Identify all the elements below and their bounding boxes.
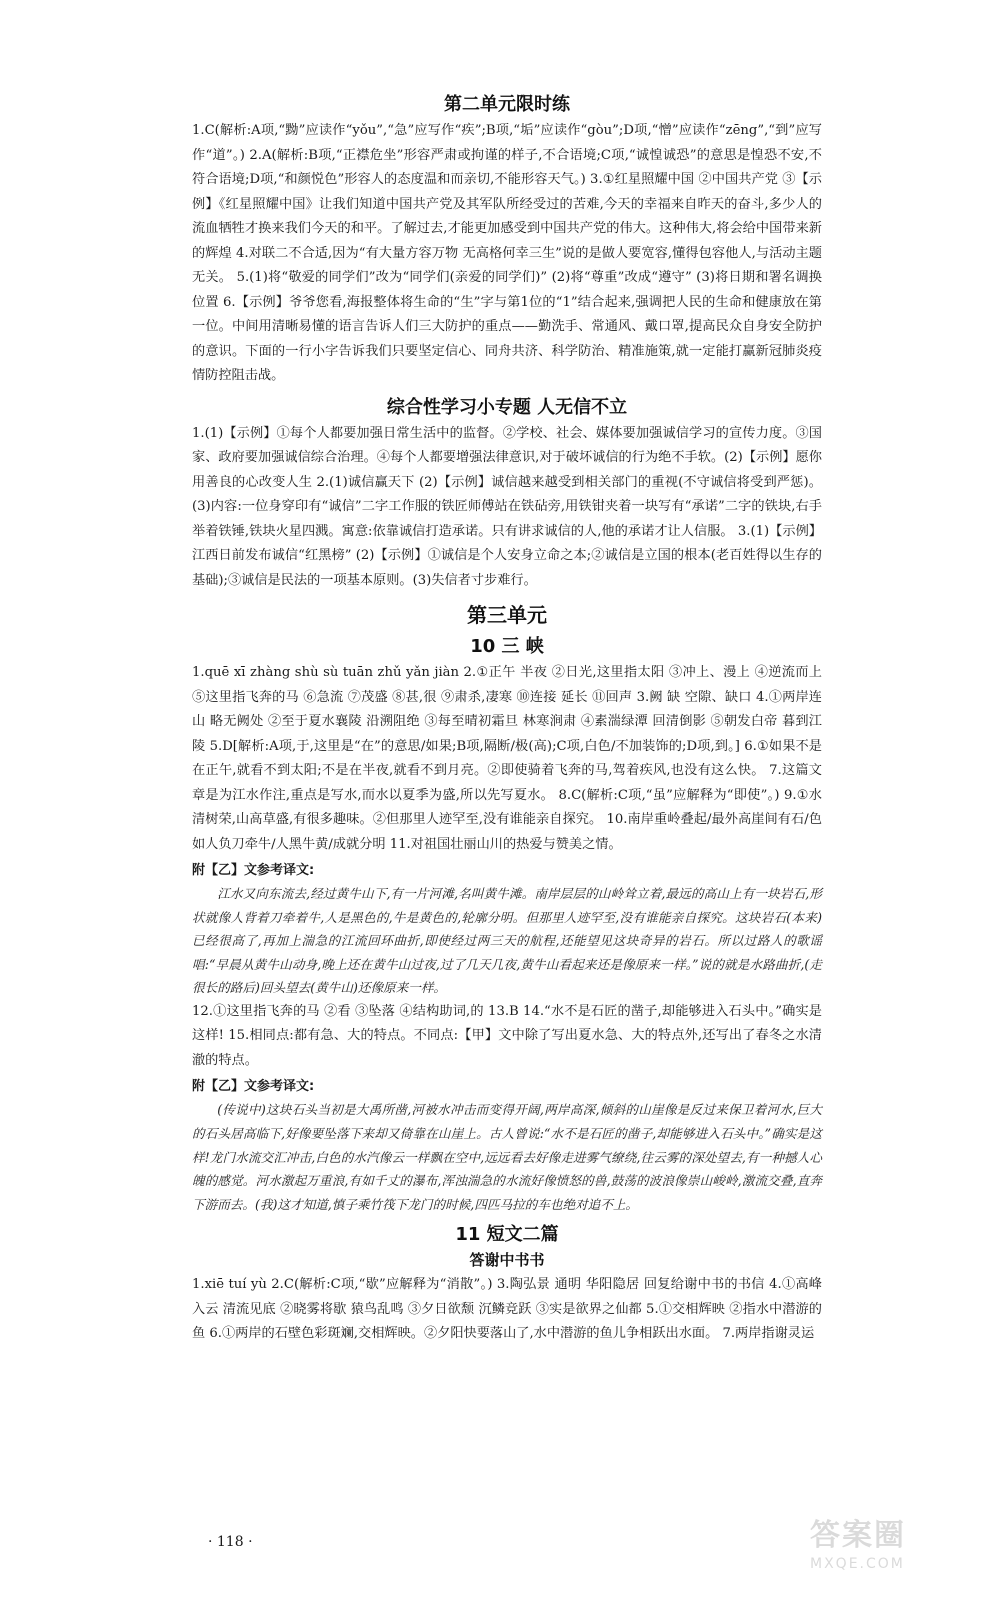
watermark-url: MXQE.COM [810, 1556, 905, 1572]
lesson10-answers-2: 12.①这里指飞奔的马 ②看 ③坠落 ④结构助词,的 13.B 14.“水不是石匠的凿子,却能够进入石头中。”确实是这样! 15.相同点:都有急、大的特点。不同点:【甲】文中除了写出夏水急、大的特点外,还写出了春冬之水清澈的特点。 [192, 1003, 822, 1068]
watermark-logo: 答案圈 [810, 1518, 906, 1553]
topic-title: 综合性学习小专题 人无信不立 [386, 396, 628, 418]
translation1-text: 江水又向东流去,经过黄牛山下,有一片河滩,名叫黄牛滩。南岸层层的山岭耸立着,最远的高山上有一块岩石,形状就像人背着刀牵着牛,人是黑色的,牛是黄色的,轮廓分明。但那里人迹罕至,没有谁能亲自探究。这块岩石(本来)已经很高了,再加上湍急的江流回环曲折,即使经过两三天的航程,还能望见这块奇异的岩石。所以过路人的歌谣唱:“早晨从黄牛山动身,晚上还在黄牛山过夜,过了几天几夜,黄牛山看起来还是像原来一样。”说的就是水路曲折,(走很长的路后)回头望去(黄牛山)还像原来一样。 [192, 886, 822, 996]
page-number: · 118 · [208, 1534, 253, 1550]
unit3-title: 第三单元 [467, 603, 547, 627]
unit2-answers: 1.C(解析:A项,“黝”应读作“yǒu”,“急”应写作“疾”;B项,“垢”应读作“gòu”;D项,“憎”应读作“zēng”,“到”应写作“道”。) 2.A(解析:B项,“正襟危坐”形容严肃或拘谨的样子,不合语境;C项,“诚惶诚恐”的意思是惶恐不安,不符合语境;D项,“和颜悦色”形容人的态度温和而亲切,不能形容天气。) 3.①红星照耀中国 ②中国共产党 ③【示例】《红星照耀中国》让我们知道中国共产党及其军队所经受过的苦难,今天的幸福来自昨天的奋斗,多少人的流血牺牲才换来我们今天的和平。了解过去,才能更加感受到中国共产党的伟大。这种伟大,将会给中国带来新的辉煌 4.对联二不合适,因为“有大量方容万物 无高格何幸三生”说的是做人要宽容,懂得包容他人,与活动主题无关。 5.(1)将“敬爱的同学们”改为“同学们(亲爱的同学们)” (2)将“尊重”改成“遵守” (3)将日期和署名调换位置 6.【示例】爷爷您看,海报整体将生命的“生”字与第1位的“1”结合起来,强调把人民的生命和健康放在第一位。中间用清晰易懂的语言告诉人们三大防护的重点——勤洗手、常通风、戴口罩,提高民众自身安全防护的意识。下面的一行小字告诉我们只要坚定信心、同舟共济、科学防治、精准施策,就一定能打赢新冠肺炎疫情防控阻击战。 [192, 123, 822, 383]
answer-page [192, 86, 822, 1347]
translation2-heading: 附【乙】文参考译文: [192, 1079, 315, 1095]
translation2-text: (传说中)这块石头当初是大禹所凿,河被水冲击而变得开阔,两岸高深,倾斜的山崖像是反过来保卫着河水,巨大的石头居高临下,好像要坠落下来却又倚靠在山崖上。古人曾说:“水不是石匠的凿子,却能够进入石头中。”确实是这样!龙门水流交汇冲击,白色的水汽像云一样飘在空中,远远看去好像走进雾气缭绕,往云雾的深处望去,有一种撼人心魄的感觉。河水激起万重浪,有如千丈的瀑布,浑浊湍急的水流好像愤怒的兽,鼓荡的波浪像崇山峻岭,激流交叠,直奔下游而去。(我)这才知道,慎子乘竹筏下龙门的时候,四匹马拉的车也绝对追不上。 [192, 1102, 822, 1212]
lesson11-subtitle: 答谢中书书 [469, 1251, 545, 1270]
unit2-title: 第二单元限时练 [444, 94, 570, 115]
translation1-heading: 附【乙】文参考译文: [192, 863, 315, 878]
lesson11-title: 11 短文二篇 [455, 1224, 559, 1246]
lesson11-answers: 1.xiē tuí yù 2.C(解析:C项,“歇”应解释为“消散”。) 3.陶弘景 通明 华阳隐居 回复给谢中书的书信 4.①高峰入云 清流见底 ②晓雾将歇 猿鸟乱鸣 ③夕日欲颓 沉鳞竞跃 ③实是欲界之仙都 5.①交相辉映 ②指水中潜游的鱼 6.①两岸的石壁色彩斑斓,交相辉映。②夕阳快要落山了,水中潜游的鱼儿争相跃出水面。 7.两岸指谢灵运 [192, 1277, 822, 1342]
watermark [810, 1510, 970, 1590]
lesson10-title: 10 三 峡 [470, 636, 544, 657]
lesson10-answers: 1.quē xī zhàng shù sù tuān zhǔ yǎn jiàn 2.①正午 半夜 ②日光,这里指太阳 ③冲上、漫上 ④逆流而上 ⑤这里指飞奔的马 ⑥急流 ⑦茂盛 ⑧甚,很 ⑨肃杀,凄寒 ⑩连接 延长 ⑪回声 3.阙 缺 空隙、缺口 4.①两岸连山 略无阙处 ②至于夏水襄陵 沿溯阻绝 ③每至晴初霜旦 林寒涧肃 ④素湍绿潭 回清倒影 ⑤朝发白帝 暮到江陵 5.D[解析:A项,于,这里是“在”的意思/如果;B项,隔断/极(高);C项,白色/不加装饰的;D项,到。] 6.①如果不是在正午,就看不到太阳;不是在半夜,就看不到月亮。②即使骑着飞奔的马,驾着疾风,也没有这么快。 7.这篇文章是为江水作注,重点是写水,而水以夏季为盛,所以先写夏水。 8.C(解析:C项,“虽”应解释为“即使”。) 9.①水清树荣,山高草盛,有很多趣味。②但那里人迹罕至,没有谁能亲自探究。 10.南岸重岭叠起/最外高崖间有石/色如人负刀牵牛/人黑牛黄/成就分明 11.对祖国壮丽山川的热爱与赞美之情。 [192, 665, 822, 852]
topic-answers: 1.(1)【示例】①每个人都要加强日常生活中的监督。②学校、社会、媒体要加强诚信学习的宣传力度。③国家、政府要加强诚信综合治理。④每个人都要增强法律意识,对于破坏诚信的行为绝不手软。(2)【示例】愿你用善良的心改变人生 2.(1)诚信赢天下 (2)【示例】诚信越来越受到相关部门的重视(不守诚信将受到严惩)。(3)内容:一位身穿印有“诚信”二字工作服的铁匠师傅站在铁砧旁,用铁钳夹着一块写有“承诺”二字的铁块,右手举着铁锤,铁块火星四溅。寓意:依靠诚信打造承诺。只有讲求诚信的人,他的承诺才让人信服。 3.(1)【示例】江西日前发布诚信“红黑榜” (2)【示例】①诚信是个人安身立命之本;②诚信是立国的根本(老百姓得以生存的基础);③诚信是民法的一项基本原则。(3)失信者寸步难行。 [192, 425, 822, 588]
